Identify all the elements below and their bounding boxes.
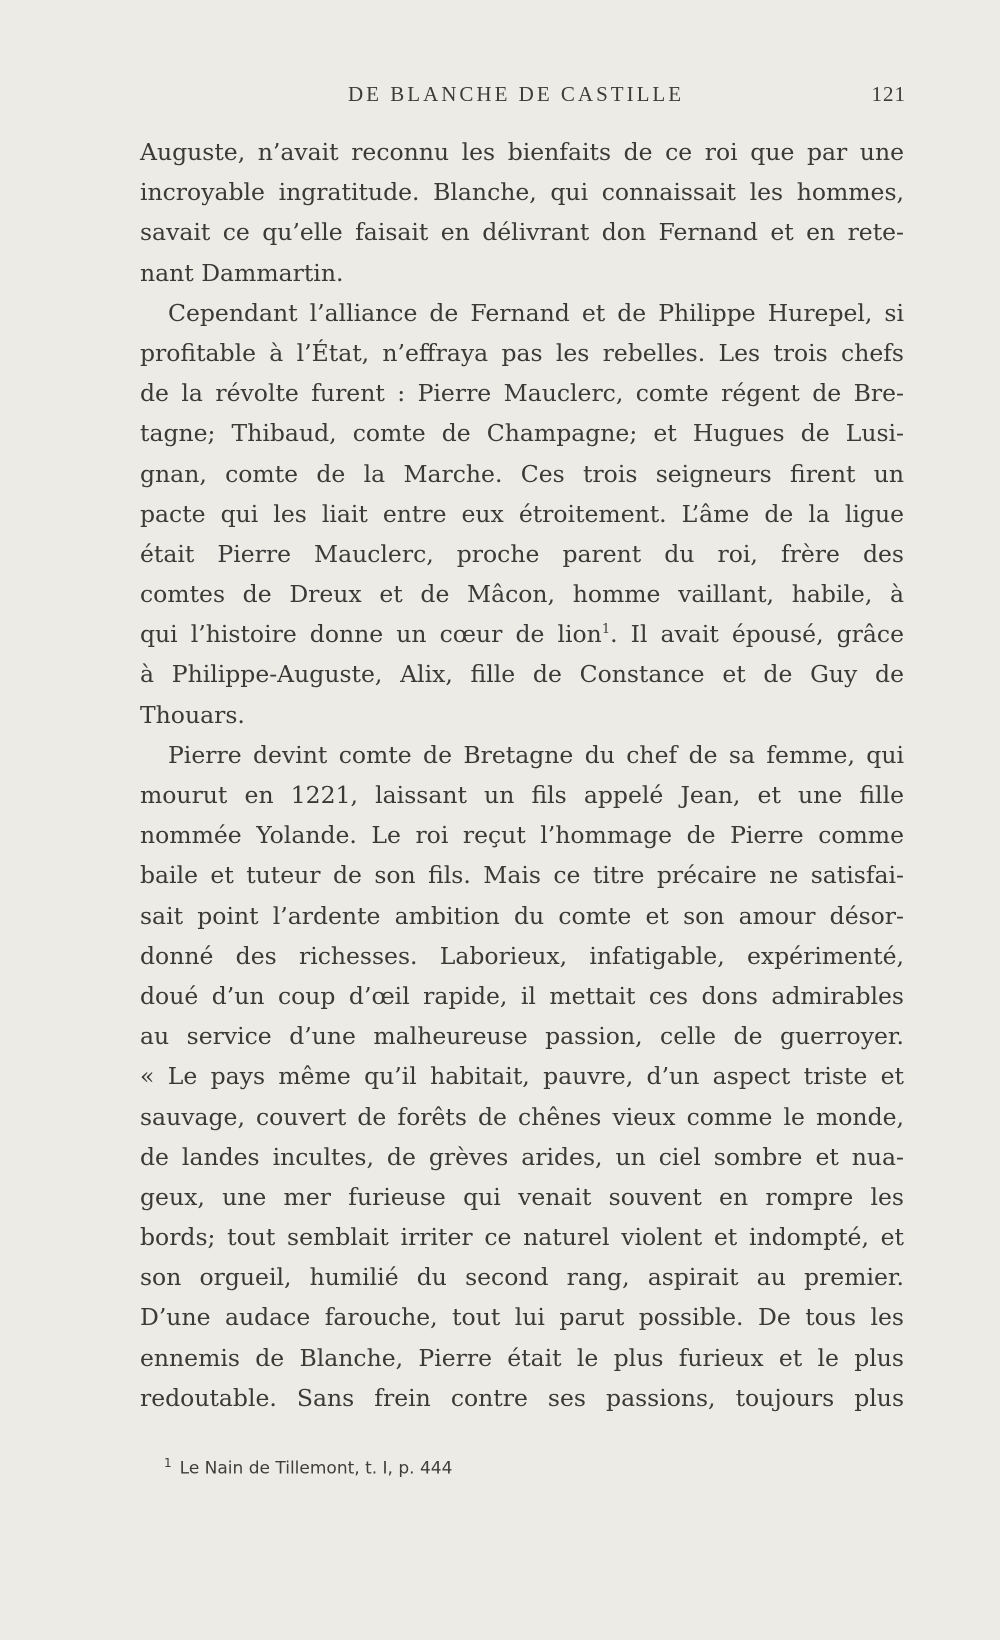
paragraph bbox=[140, 735, 904, 1418]
page-number: 121 bbox=[871, 82, 906, 106]
text-line bbox=[140, 1338, 904, 1378]
footnote-text: Le Nain de Tillemont, t. I, p. 444 bbox=[179, 1458, 453, 1479]
line-text: « Le pays même qu’il habitait, pauvre, d’un aspect triste et bbox=[140, 1062, 904, 1091]
text-line bbox=[140, 855, 904, 895]
text-line bbox=[140, 735, 904, 775]
text-line bbox=[140, 574, 904, 614]
paragraph bbox=[140, 132, 904, 293]
text-line bbox=[140, 614, 904, 654]
text-line bbox=[140, 454, 904, 494]
text-line bbox=[140, 936, 904, 976]
line-text: Pierre devint comte de Bretagne du chef de sa femme, qui bbox=[168, 740, 904, 769]
text-line bbox=[140, 132, 904, 172]
text-line bbox=[140, 815, 904, 855]
line-text: sauvage, couvert de forêts de chênes vieux comme le monde, bbox=[140, 1102, 904, 1131]
text-line bbox=[140, 1056, 904, 1096]
line-text: baile et tuteur de son fils. Mais ce titre précaire ne satisfai- bbox=[140, 861, 904, 890]
running-head bbox=[138, 82, 906, 112]
running-title: DE BLANCHE DE CASTILLE bbox=[348, 82, 685, 106]
text-line bbox=[140, 896, 904, 936]
line-text: au service d’une malheureuse passion, celle de guerroyer. bbox=[140, 1022, 904, 1051]
line-text: sait point l’ardente ambition du comte et son amour désor- bbox=[140, 901, 904, 930]
text-line bbox=[140, 775, 904, 815]
line-text: ennemis de Blanche, Pierre était le plus furieux et le plus bbox=[140, 1343, 904, 1372]
line-text: nant Dammartin. bbox=[140, 258, 344, 287]
text-line bbox=[140, 1097, 904, 1137]
line-text: Auguste, n’avait reconnu les bienfaits de ce roi que par une bbox=[140, 138, 904, 166]
line-text: qui l’histoire donne un cœur de lion bbox=[140, 620, 602, 649]
line-text: profitable à l’État, n’effraya pas les rebelles. Les trois chefs bbox=[140, 338, 904, 367]
text-line bbox=[140, 1257, 904, 1297]
text-line bbox=[140, 1378, 904, 1418]
text-line bbox=[140, 212, 904, 252]
line-text: de la révolte furent : Pierre Mauclerc, comte régent de Bre- bbox=[140, 379, 904, 408]
text-line bbox=[140, 413, 904, 453]
line-text: doué d’un coup d’œil rapide, il mettait ces dons admirables bbox=[140, 981, 904, 1010]
body-text bbox=[140, 132, 904, 1418]
text-line bbox=[140, 1217, 904, 1257]
line-text: était Pierre Mauclerc, proche parent du roi, frère des bbox=[140, 539, 904, 568]
text-line bbox=[140, 373, 904, 413]
text-line bbox=[140, 1177, 904, 1217]
line-text: savait ce qu’elle faisait en délivrant don Fernand et en rete- bbox=[140, 218, 904, 247]
footnote-mark: 1 bbox=[164, 1456, 172, 1470]
line-text: tagne; Thibaud, comte de Champagne; et Hugues de Lusi- bbox=[140, 419, 904, 448]
paragraph bbox=[140, 293, 904, 735]
line-text: Thouars. bbox=[140, 700, 245, 729]
text-line bbox=[140, 293, 904, 333]
line-text: son orgueil, humilié du second rang, aspirait au premier. bbox=[140, 1263, 904, 1292]
line-text: bords; tout semblait irriter ce naturel violent et indompté, et bbox=[140, 1223, 904, 1252]
line-text: incroyable ingratitude. Blanche, qui connaissait les hommes, bbox=[140, 178, 904, 207]
line-text: geux, une mer furieuse qui venait souvent en rompre les bbox=[140, 1182, 904, 1211]
line-text: mourut en 1221, laissant un fils appelé Jean, et une fille bbox=[140, 781, 904, 809]
footnote-reference[interactable]: 1 bbox=[601, 622, 611, 638]
text-line bbox=[140, 1016, 904, 1056]
text-line bbox=[140, 494, 904, 534]
line-text: pacte qui les liait entre eux étroitement. L’âme de la ligue bbox=[140, 499, 904, 528]
line-text: D’une audace farouche, tout lui parut possible. De tous les bbox=[140, 1303, 904, 1332]
line-text: nommée Yolande. Le roi reçut l’hommage de Pierre comme bbox=[140, 821, 904, 850]
line-text: comtes de Dreux et de Mâcon, homme vaillant, habile, à bbox=[140, 580, 904, 609]
text-line bbox=[140, 1137, 904, 1177]
text-line bbox=[140, 333, 904, 373]
text-line bbox=[140, 654, 904, 694]
text-line bbox=[140, 695, 904, 735]
footnote bbox=[164, 1456, 764, 1479]
line-text: redoutable. Sans frein contre ses passions, toujours plus bbox=[140, 1383, 904, 1412]
text-line bbox=[140, 1297, 904, 1337]
text-line bbox=[140, 534, 904, 574]
line-text: de landes incultes, de grèves arides, un ciel sombre et nua- bbox=[140, 1142, 904, 1171]
line-text: à Philippe-Auguste, Alix, fille de Constance et de Guy de bbox=[140, 660, 904, 689]
line-text: gnan, comte de la Marche. Ces trois seigneurs firent un bbox=[140, 459, 904, 488]
line-text: Cependant l’alliance de Fernand et de Philippe Hurepel, si bbox=[168, 298, 904, 327]
line-text-continuation: . Il avait épousé, grâce bbox=[610, 620, 904, 649]
text-line bbox=[140, 253, 904, 293]
text-line bbox=[140, 172, 904, 212]
text-line bbox=[140, 976, 904, 1016]
line-text: donné des richesses. Laborieux, infatigable, expérimenté, bbox=[140, 941, 904, 970]
